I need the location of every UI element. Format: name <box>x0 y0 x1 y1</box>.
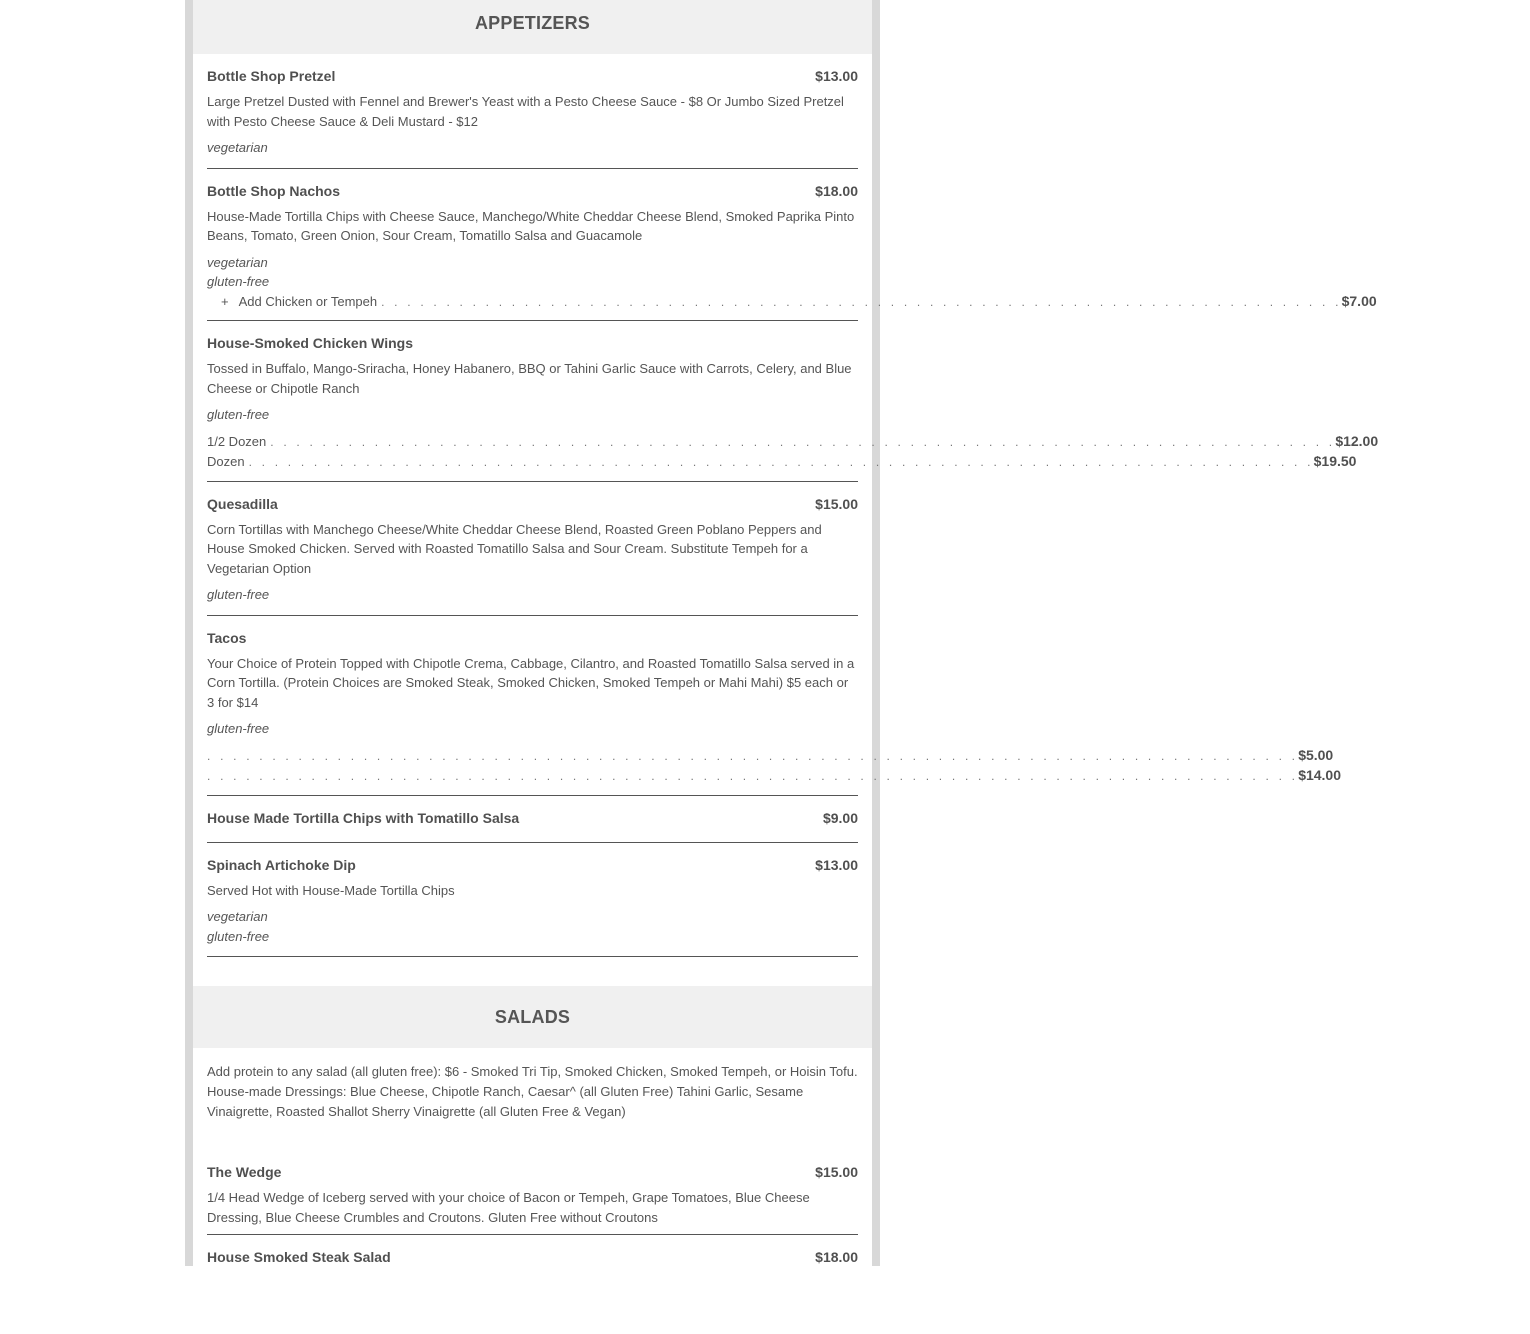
item-price: $18.00 <box>815 1249 858 1265</box>
size-options <box>207 432 1379 473</box>
menu-item <box>207 321 1379 482</box>
item-header <box>207 616 858 654</box>
item-description: Large Pretzel Dusted with Fennel and Brewer's Yeast with a Pesto Cheese Sauce - $8 Or Jumbo Sized Pretzel with Pesto Cheese Sauce & Deli Mustard - $12 <box>207 94 844 129</box>
item-name: House Smoked Steak Salad <box>207 1249 391 1265</box>
item-spacer <box>207 158 858 168</box>
item-description: House-Made Tortilla Chips with Cheese Sauce, Manchego/White Cheddar Cheese Blend, Smoked Paprika Pinto Beans, Tomato, Green Onion, Sour Cream, Tomatillo Salsa and Guacamole <box>207 208 855 243</box>
item-header <box>207 321 858 359</box>
item-description: 1/4 Head Wedge of Iceberg served with your choice of Bacon or Tempeh, Grape Tomatoes, Blue Cheese Dressing, Blue Cheese Crumbles and Croutons. Gluten Free without Croutons <box>207 1190 810 1225</box>
item-name: House Made Tortilla Chips with Tomatillo Salsa <box>207 809 520 826</box>
dot-leader: . . . . . . . . . . . . . . . . . . . . . . . . . . . . . . . . . . . . . . . . . . . . . . . . . . . . . . . . . . . . . . . . . . . . . . . . . . . . . . . . . . <box>248 455 1314 469</box>
item-tags <box>207 585 858 605</box>
item-spacer <box>207 834 858 842</box>
item-price: $9.00 <box>822 809 858 826</box>
item-price: $15.00 <box>815 1164 858 1180</box>
item-spacer <box>207 946 858 956</box>
item-price: $18.00 <box>815 182 858 199</box>
addon-plus-icon: + <box>221 293 229 309</box>
option-price: $19.50 <box>1313 453 1357 469</box>
dietary-tag: gluten-free <box>207 274 270 289</box>
dot-leader: . . . . . . . . . . . . . . . . . . . . . . . . . . . . . . . . . . . . . . . . . . . . . . . . . . . . . . . . . . . . . . . . . . . . . . . . . . <box>381 294 1342 309</box>
addon-price: $7.00 <box>1341 292 1377 309</box>
menu-frame <box>185 0 1379 1266</box>
item-name: House-Smoked Chicken Wings <box>207 335 414 351</box>
item-name: Bottle Shop Nachos <box>207 182 341 199</box>
item-spacer <box>207 605 858 615</box>
item-price: $15.00 <box>815 495 858 512</box>
size-option-row <box>207 432 1379 453</box>
appetizers-list <box>193 54 1379 957</box>
menu-item <box>207 796 858 843</box>
item-tags <box>207 138 858 158</box>
menu-item <box>207 1150 858 1235</box>
option-name: 1/2 Dozen <box>207 433 267 449</box>
size-option-row <box>207 452 1357 473</box>
item-header <box>207 1150 858 1188</box>
dietary-tag: vegetarian <box>207 254 268 270</box>
item-header <box>207 1235 858 1273</box>
item-tags <box>207 405 858 425</box>
menu-item <box>207 54 858 169</box>
option-price: $5.00 <box>1298 746 1334 763</box>
item-header <box>207 482 858 520</box>
item-description: Corn Tortillas with Manchego Cheese/White Cheddar Cheese Blend, Roasted Green Poblano Peppers and House Smoked Chicken. Served with Roasted Tomatillo Salsa and Sour Cream. Substitute Tempeh for a Vegetarian Option <box>207 521 822 576</box>
menu-item <box>207 482 858 616</box>
salads-list <box>193 1150 872 1273</box>
option-price: $14.00 <box>1298 767 1342 783</box>
dietary-tag: gluten-free <box>207 721 270 736</box>
item-description: Served Hot with House-Made Tortilla Chips <box>207 882 455 898</box>
item-spacer <box>207 312 858 320</box>
dietary-tag: vegetarian <box>207 909 268 924</box>
salads-note: Add protein to any salad (all gluten free): $6 - Smoked Tri Tip, Smoked Chicken, Smoked Tempeh, or Hoisin Tofu. House-made Dressings: Blue Cheese, Chipotle Ranch, Caesar^ (all Gluten Free) Tahini Garlic, Sesame Vinaigrette, Roasted Shallot Sherry Vinaigrette (all Gluten Free & Vegan) <box>207 1064 858 1119</box>
dietary-tag: gluten-free <box>207 928 270 944</box>
addon-row <box>207 292 1377 313</box>
item-name: Quesadilla <box>207 495 278 512</box>
item-tags <box>207 907 858 946</box>
dot-leader: . . . . . . . . . . . . . . . . . . . . . . . . . . . . . . . . . . . . . . . . . . . . . . . . . . . . . . . . . . . . . . . . . . . . . . . . . . . . . . . . . . <box>270 434 1336 449</box>
item-header <box>207 169 858 207</box>
item-header <box>207 54 858 92</box>
item-price: $13.00 <box>815 68 858 84</box>
item-name: Spinach Artichoke Dip <box>207 856 356 873</box>
dot-leader: . . . . . . . . . . . . . . . . . . . . . . . . . . . . . . . . . . . . . . . . . . . . . . . . . . . . . . . . . . . . . . . . . . . . . . . . . . . . . . . . . . . . <box>207 748 1299 763</box>
item-header <box>207 796 858 834</box>
dietary-tag: vegetarian <box>207 140 268 155</box>
item-tags <box>207 253 858 292</box>
appetizers-title: APPETIZERS <box>474 13 591 33</box>
option-name: Dozen <box>207 454 245 469</box>
salads-header <box>193 986 872 1048</box>
item-header <box>207 843 858 881</box>
menu-item <box>207 843 858 958</box>
appetizers-header <box>193 0 872 54</box>
item-spacer <box>207 787 858 795</box>
item-tags <box>207 719 858 739</box>
size-options <box>207 746 1342 787</box>
salads-title: SALADS <box>494 1007 571 1027</box>
item-price: $13.00 <box>815 856 858 873</box>
menu-panel <box>193 0 1379 1266</box>
option-price: $12.00 <box>1335 432 1379 449</box>
menu-item <box>207 616 1342 796</box>
item-name: Tacos <box>207 629 247 646</box>
size-option-row <box>207 766 1342 787</box>
item-name: Bottle Shop Pretzel <box>207 68 336 84</box>
item-description: Your Choice of Protein Topped with Chipotle Crema, Cabbage, Cilantro, and Roasted Tomatillo Salsa served in a Corn Tortilla. (Protein Choices are Smoked Steak, Smoked Chicken, Smoked Tempeh or Mahi Mahi) $5 each or 3 for $14 <box>207 655 855 710</box>
addon-name: Add Chicken or Tempeh <box>238 293 378 309</box>
item-name: The Wedge <box>207 1164 282 1180</box>
dietary-tag: gluten-free <box>207 407 270 422</box>
menu-item <box>207 1235 858 1273</box>
item-description: Tossed in Buffalo, Mango-Sriracha, Honey Habanero, BBQ or Tahini Garlic Sauce with Carrots, Celery, and Blue Cheese or Chipotle Ranch <box>207 361 852 396</box>
dietary-tag: gluten-free <box>207 587 270 602</box>
menu-item <box>207 169 1377 322</box>
item-spacer <box>207 473 858 481</box>
size-option-row <box>207 746 1334 767</box>
dot-leader: . . . . . . . . . . . . . . . . . . . . . . . . . . . . . . . . . . . . . . . . . . . . . . . . . . . . . . . . . . . . . . . . . . . . . . . . . . . . . . . . . . . . <box>207 769 1299 783</box>
